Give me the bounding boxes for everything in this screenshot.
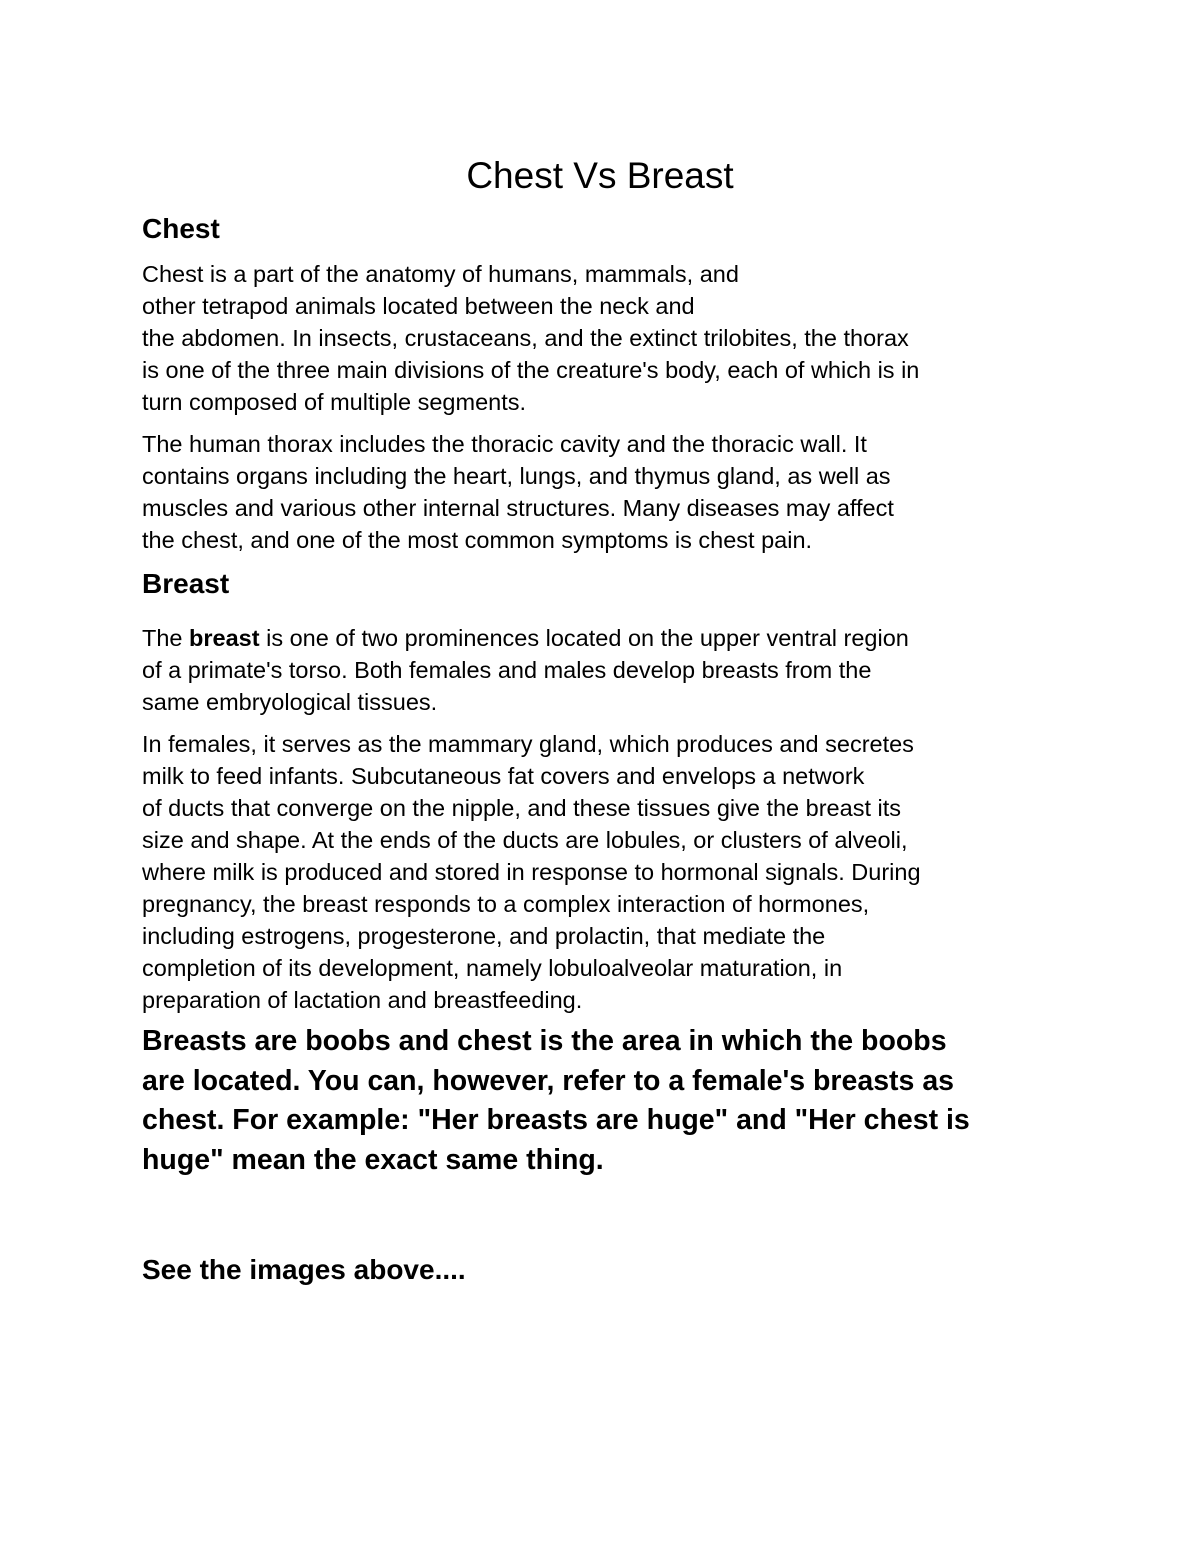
emphasis-paragraph bbox=[142, 1022, 1062, 1180]
breast-paragraph-1 bbox=[142, 622, 1062, 718]
chest-paragraph-1 bbox=[142, 258, 1062, 418]
text-line: preparation of lactation and breastfeeding. bbox=[142, 987, 583, 1013]
text-line: Chest is a part of the anatomy of humans, mammals, and bbox=[142, 261, 739, 287]
text-line: The human thorax includes the thoracic cavity and the thoracic wall. It bbox=[142, 431, 867, 457]
text-line: other tetrapod animals located between the neck and bbox=[142, 293, 695, 319]
text-line: of ducts that converge on the nipple, and these tissues give the breast its bbox=[142, 795, 901, 821]
bold-term: breast bbox=[189, 625, 260, 651]
document-title: Chest Vs Breast bbox=[466, 155, 734, 196]
text-line: milk to feed infants. Subcutaneous fat covers and envelops a network bbox=[142, 763, 865, 789]
text-line: muscles and various other internal structures. Many diseases may affect bbox=[142, 495, 894, 521]
text-line: where milk is produced and stored in response to hormonal signals. During bbox=[142, 859, 921, 885]
breast-paragraph-2 bbox=[142, 728, 1062, 1016]
text-line: size and shape. At the ends of the ducts are lobules, or clusters of alveoli, bbox=[142, 827, 908, 853]
text-line bbox=[142, 622, 1062, 654]
text-line: turn composed of multiple segments. bbox=[142, 389, 527, 415]
text-run: is one of two prominences located on the upper ventral region bbox=[259, 625, 909, 651]
text-line: contains organs including the heart, lungs, and thymus gland, as well as bbox=[142, 463, 891, 489]
chest-paragraph-2 bbox=[142, 428, 1062, 556]
text-run: The bbox=[142, 625, 190, 651]
text-line: Breasts are boobs and chest is the area in which the boobs bbox=[142, 1025, 947, 1057]
text-line: of a primate's torso. Both females and males develop breasts from the bbox=[142, 657, 872, 683]
text-line: are located. You can, however, refer to a female's breasts as bbox=[142, 1064, 955, 1097]
text-line: huge" mean the exact same thing. bbox=[142, 1143, 604, 1176]
text-line: pregnancy, the breast responds to a complex interaction of hormones, bbox=[142, 891, 870, 917]
text-line: the chest, and one of the most common symptoms is chest pain. bbox=[142, 527, 813, 553]
text-line: completion of its development, namely lobuloalveolar maturation, in bbox=[142, 955, 843, 981]
text-line: is one of the three main divisions of the creature's body, each of which is in bbox=[142, 357, 920, 383]
section-heading-chest: Chest bbox=[142, 213, 220, 244]
section-heading-breast: Breast bbox=[142, 568, 230, 599]
footer-note: See the images above.... bbox=[142, 1254, 466, 1285]
text-line: chest. For example: "Her breasts are huge" and "Her chest is bbox=[142, 1104, 970, 1136]
text-line: same embryological tissues. bbox=[142, 689, 438, 715]
text-line: In females, it serves as the mammary gland, which produces and secretes bbox=[142, 731, 914, 757]
text-line: including estrogens, progesterone, and prolactin, that mediate the bbox=[142, 923, 826, 949]
text-line: the abdomen. In insects, crustaceans, and the extinct trilobites, the thorax bbox=[142, 325, 909, 351]
